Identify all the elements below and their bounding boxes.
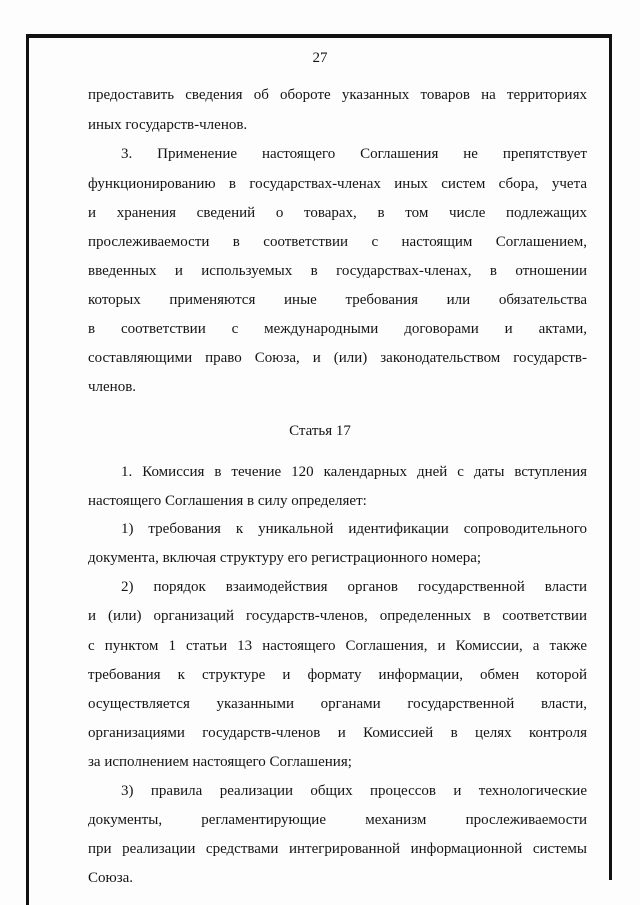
paragraph-line: которых применяются иные требования или обязательства: [88, 292, 587, 308]
list-item-line: 1) требования к уникальной идентификации сопроводительного: [121, 521, 587, 537]
list-item-line: осуществляется указанными органами государственной власти,: [88, 696, 587, 712]
paragraph-line: 3. Применение настоящего Соглашения не препятствует: [121, 146, 587, 162]
page-frame-top-border: [26, 34, 612, 38]
list-item-line: требования к структуре и формату информации, обмен которой: [88, 667, 587, 683]
page-frame-left-border: [26, 34, 29, 905]
list-item-line: с пунктом 1 статьи 13 настоящего Соглашения, и Комиссии, а также: [88, 638, 587, 654]
page-frame-right-border: [609, 34, 612, 880]
paragraph-line: прослеживаемости в соответствии с настоящим Соглашением,: [88, 234, 587, 250]
paragraph-line: иных государств-членов.: [88, 117, 248, 133]
list-item-line: при реализации средствами интегрированной информационной системы: [88, 841, 587, 857]
paragraph-line: введенных и используемых в государствах-членах, в отношении: [88, 263, 587, 279]
paragraph-line: предоставить сведения об обороте указанных товаров на территориях: [88, 87, 587, 103]
paragraph-line: составляющими право Союза, и (или) законодательством государств-: [88, 350, 587, 366]
page-number: 27: [312, 50, 328, 66]
paragraph-line: в соответствии с международными договорами и актами,: [88, 321, 587, 337]
paragraph-line: настоящего Соглашения в силу определяет:: [88, 493, 367, 509]
paragraph-line: 1. Комиссия в течение 120 календарных дней с даты вступления: [121, 464, 587, 480]
paragraph-line: членов.: [88, 379, 137, 395]
article-heading: Статья 17: [289, 423, 351, 439]
list-item-line: документы, регламентирующие механизм прослеживаемости: [88, 812, 587, 828]
paragraph-line: и хранения сведений о товарах, в том числе подлежащих: [88, 205, 587, 221]
list-item-line: и (или) организаций государств-членов, определенных в соответствии: [88, 608, 587, 624]
list-item-line: организациями государств-членов и Комиссией в целях контроля: [88, 725, 587, 741]
list-item-line: документа, включая структуру его регистрационного номера;: [88, 550, 482, 566]
list-item-line: Союза.: [88, 870, 134, 886]
list-item-line: за исполнением настоящего Соглашения;: [88, 754, 352, 770]
paragraph-line: функционированию в государствах-членах иных систем сбора, учета: [88, 176, 587, 192]
list-item-line: 2) порядок взаимодействия органов государственной власти: [121, 579, 587, 595]
list-item-line: 3) правила реализации общих процессов и технологические: [121, 783, 587, 799]
